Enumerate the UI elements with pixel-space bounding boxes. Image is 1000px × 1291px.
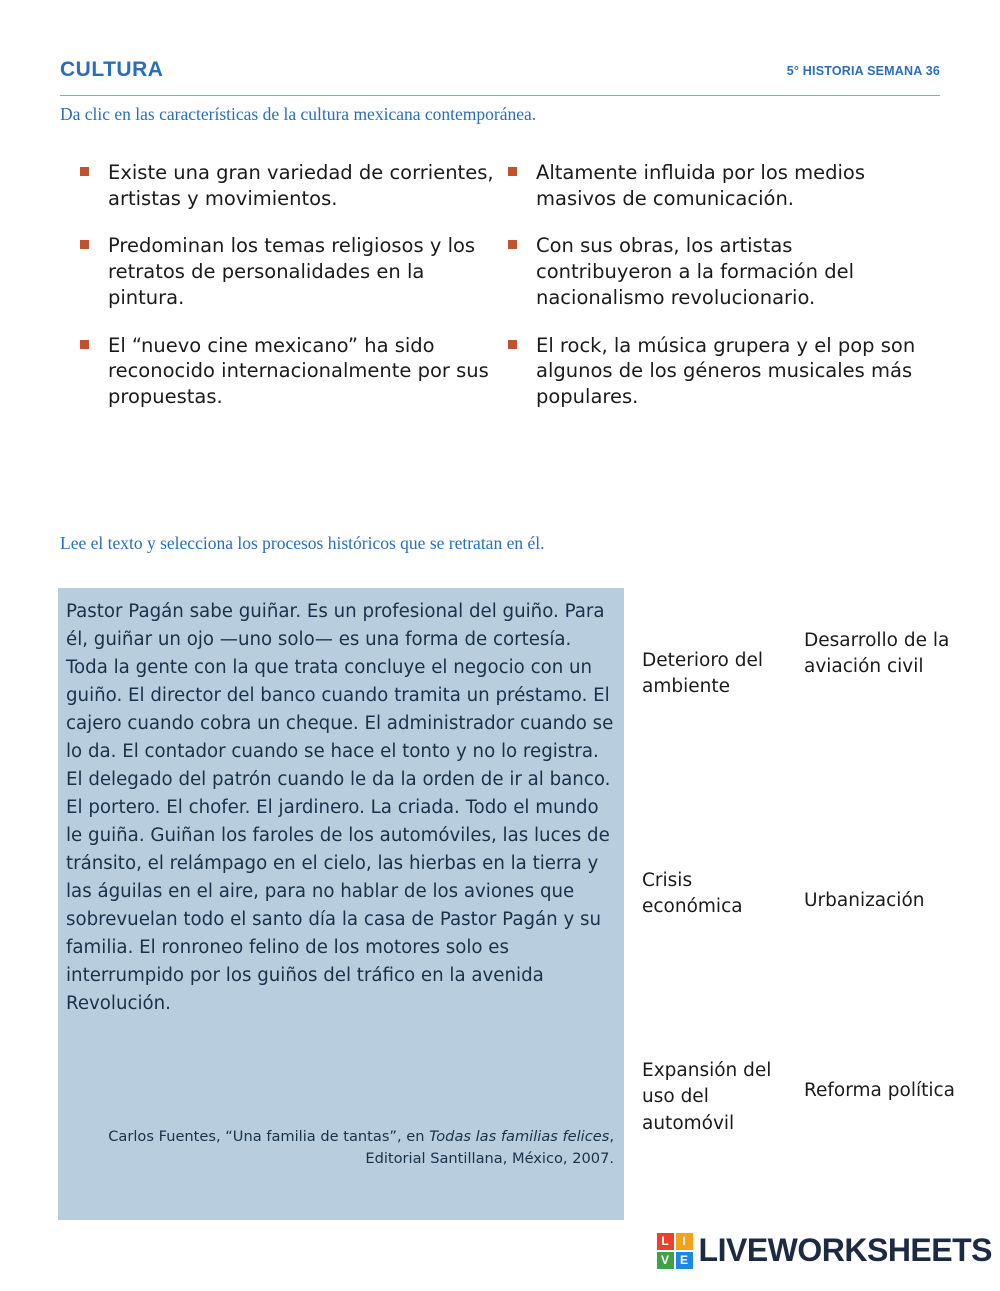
- characteristic-label: Existe una gran variedad de corrientes, artistas y movimientos.: [108, 161, 494, 210]
- passage-credit: [86, 1126, 614, 1170]
- instruction-second: Lee el texto y selecciona los procesos históricos que se retratan en él.: [60, 533, 545, 553]
- credit-publisher: Editorial Santillana, México, 2007.: [365, 1149, 614, 1167]
- credit-book-title: Todas las familias felices: [429, 1128, 610, 1145]
- logo-cell-v: V: [657, 1252, 674, 1269]
- characteristic-label: El “nuevo cine mexicano” ha sido reconocido internacionalmente por sus propuestas.: [108, 333, 489, 409]
- process-options: [636, 630, 966, 1200]
- option-desarrollo-de-la-aviacion-civil[interactable]: Desarrollo de la aviación civil: [804, 630, 950, 678]
- credit-suffix: ,: [609, 1128, 614, 1145]
- logo-cell-i: I: [676, 1233, 693, 1250]
- logo-mark-icon: [657, 1233, 693, 1269]
- characteristic-label: Con sus obras, los artistas contribuyeron a la formación del nacionalismo revolucionario.: [536, 234, 854, 309]
- characteristic-option[interactable]: [506, 333, 926, 410]
- characteristics-list: [78, 160, 958, 480]
- option-urbanizacion[interactable]: Urbanización: [804, 890, 925, 911]
- characteristics-column-right: [506, 160, 926, 432]
- logo-wordmark: LIVEWORKSHEETS: [698, 1232, 992, 1268]
- logo-cell-e: E: [676, 1252, 693, 1269]
- instruction-first: Da clic en las características de la cultura mexicana contemporánea.: [60, 104, 537, 124]
- liveworksheets-logo[interactable]: [657, 1232, 992, 1269]
- square-bullet-icon: [80, 240, 89, 249]
- characteristic-option[interactable]: [506, 233, 926, 310]
- square-bullet-icon: [80, 340, 89, 349]
- header-meta-label: 5° HISTORIA SEMANA 36: [786, 64, 940, 78]
- characteristic-option[interactable]: [78, 233, 498, 310]
- square-bullet-icon: [508, 240, 517, 249]
- reading-passage-text: Pastor Pagán sabe guiñar. Es un profesional del guiño. Para él, guiñar un ojo —uno solo— es una forma de cortesía. Toda la gente con la que trata concluye el negocio con un guiño. El director del banco cuando tramita un préstamo. El cajero cuando cobra un cheque. El administrador cuando se lo da. El contador cuando se hace el tonto y no lo registra. El delegado del patrón cuando le da la orden de ir al banco. El portero. El chofer. El jardinero. La criada. Todo el mundo le guiña. Guiñan los faroles de los automóviles, las luces de tránsito, el relámpago en el cielo, las hierbas en la tierra y las águilas en el aire, para no hablar de los aviones que sobrevuelan todo el santo día la casa de Pastor Pagán y su familia. El ronroneo felino de los motores solo es interrumpido por los guiños del tráfico en la avenida Revolución.: [66, 601, 614, 1015]
- characteristic-option[interactable]: [78, 160, 498, 211]
- option-crisis-economica[interactable]: Crisis económica: [642, 870, 743, 918]
- characteristic-label: Predominan los temas religiosos y los retratos de personalidades en la pintura.: [108, 234, 476, 309]
- credit-prefix: Carlos Fuentes, “Una familia de tantas”, en: [108, 1128, 430, 1145]
- option-reforma-politica[interactable]: Reforma política: [804, 1080, 955, 1101]
- page-title: CULTURA: [60, 58, 164, 81]
- characteristic-option[interactable]: [506, 160, 926, 211]
- characteristic-label: El rock, la música grupera y el pop son algunos de los géneros musicales más populares.: [536, 333, 916, 409]
- page-header: [60, 58, 940, 88]
- square-bullet-icon: [80, 167, 89, 176]
- square-bullet-icon: [508, 167, 517, 176]
- characteristic-label: Altamente influida por los medios masivos de comunicación.: [536, 161, 866, 210]
- characteristic-option[interactable]: [78, 333, 498, 410]
- logo-cell-l: L: [657, 1233, 674, 1250]
- header-divider: [60, 95, 940, 96]
- option-deterioro-del-ambiente[interactable]: Deterioro del ambiente: [642, 650, 763, 698]
- characteristics-column-left: [78, 160, 498, 432]
- option-expansion-del-uso-del-automovil[interactable]: Expansión del uso del automóvil: [642, 1060, 772, 1134]
- square-bullet-icon: [508, 340, 517, 349]
